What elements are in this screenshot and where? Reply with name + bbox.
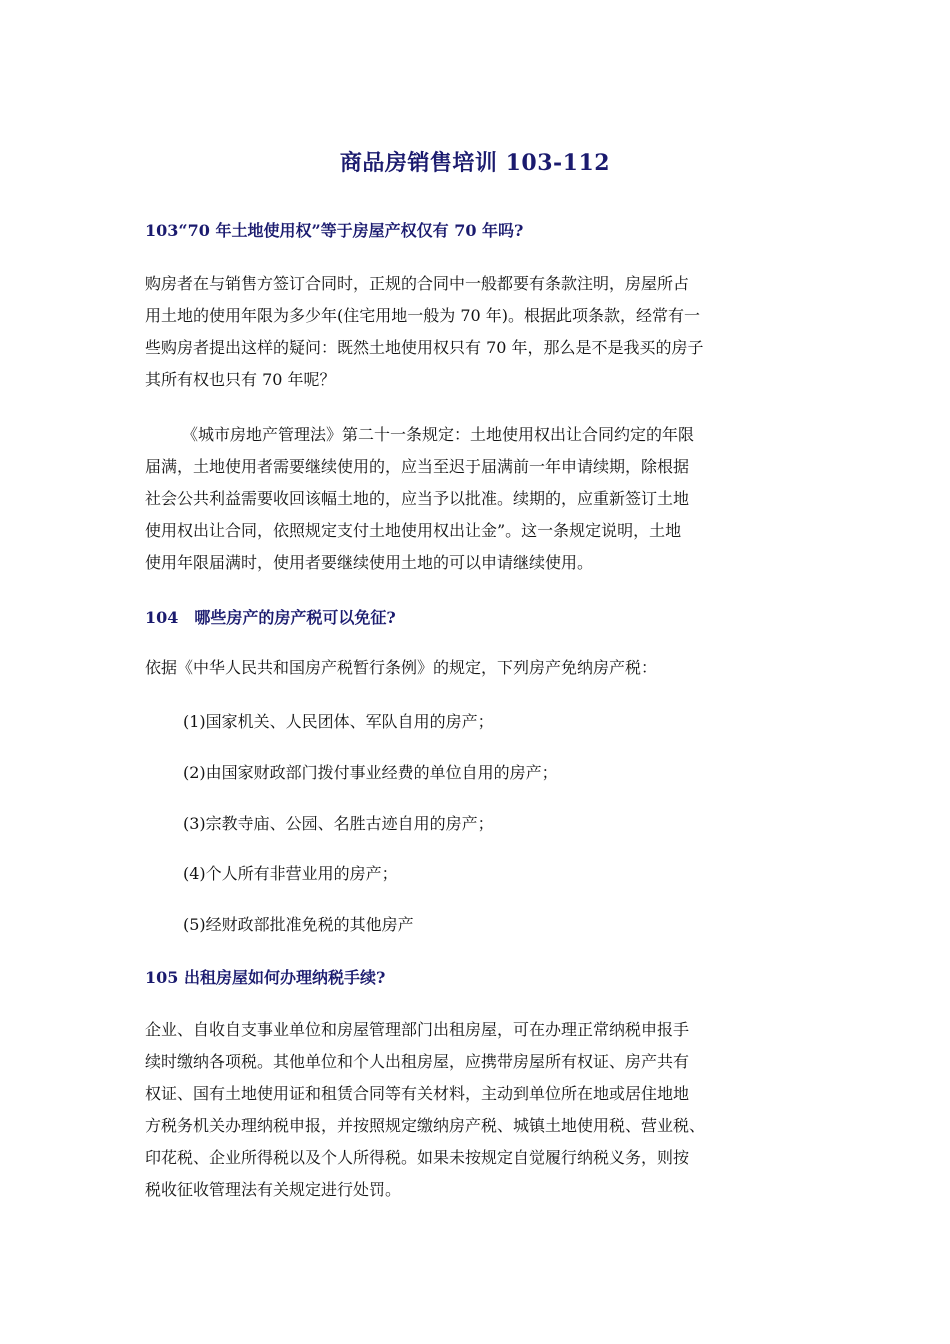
exemption-item: (5)经财政部批准免税的其他房产 [183,915,414,934]
section-heading-104: 104 哪些房产的房产税可以免征? [145,608,396,627]
section-104-intro [145,652,815,684]
document-title: 商品房销售培训 103-112 [339,150,611,176]
paragraph-line: 依据《中华人民共和国房产税暂行条例》的规定，下列房产免纳房产税： [145,658,658,677]
paragraph-line: 续时缴纳各项税。其他单位和个人出租房屋，应携带房屋所有权证、房产共有 [145,1052,690,1071]
paragraph-line: 些购房者提出这样的疑问：既然土地使用权只有 70 年，那么是不是我买的房子 [145,338,704,357]
paragraph-line: 使用年限届满时，使用者要继续使用土地的可以申请继续使用。 [145,553,594,572]
exemption-item: (2)由国家财政部门拨付事业经费的单位自用的房产； [183,763,558,782]
paragraph-line: 社会公共利益需要收回该幅土地的，应当予以批准。续期的，应重新签订土地 [145,489,690,508]
paragraph-line: 方税务机关办理纳税申报，并按照规定缴纳房产税、城镇土地使用税、营业税、 [145,1116,706,1135]
paragraph-line: 《城市房地产管理法》第二十一条规定：土地使用权出让合同约定的年限 [182,425,695,444]
exemption-item: (1)国家机关、人民团体、军队自用的房产； [183,712,494,731]
paragraph-line: 届满，土地使用者需要继续使用的，应当至迟于届满前一年申请续期，除根据 [145,457,690,476]
paragraph-line: 税收征收管理法有关规定进行处罚。 [145,1180,402,1199]
section-103-paragraph-1 [145,268,815,396]
paragraph-line: 使用权出让合同，依照规定支付土地使用权出让金”。这一条规定说明，土地 [145,521,682,540]
paragraph-line: 购房者在与销售方签订合同时，正规的合同中一般都要有条款注明，房屋所占 [145,274,690,293]
exemption-item: (3)宗教寺庙、公园、名胜古迹自用的房产； [183,814,494,833]
paragraph-line: 用土地的使用年限为多少年(住宅用地一般为 70 年)。根据此项条款，经常有一 [145,306,701,325]
exemption-item: (4)个人所有非营业用的房产； [183,864,398,883]
section-heading-105: 105 出租房屋如何办理纳税手续? [145,968,386,987]
paragraph-line: 权证、国有土地使用证和租赁合同等有关材料，主动到单位所在地或居住地地 [145,1084,690,1103]
section-103-paragraph-2 [145,419,815,579]
paragraph-line: 印花税、企业所得税以及个人所得税。如果未按规定自觉履行纳税义务，则按 [145,1148,690,1167]
paragraph-line: 企业、自收自支事业单位和房屋管理部门出租房屋，可在办理正常纳税申报手 [145,1020,690,1039]
section-heading-103: 103“70 年土地使用权”等于房屋产权仅有 70 年吗? [145,221,524,240]
section-105-paragraph-1 [145,1014,815,1206]
paragraph-line: 其所有权也只有 70 年呢？ [145,370,336,389]
